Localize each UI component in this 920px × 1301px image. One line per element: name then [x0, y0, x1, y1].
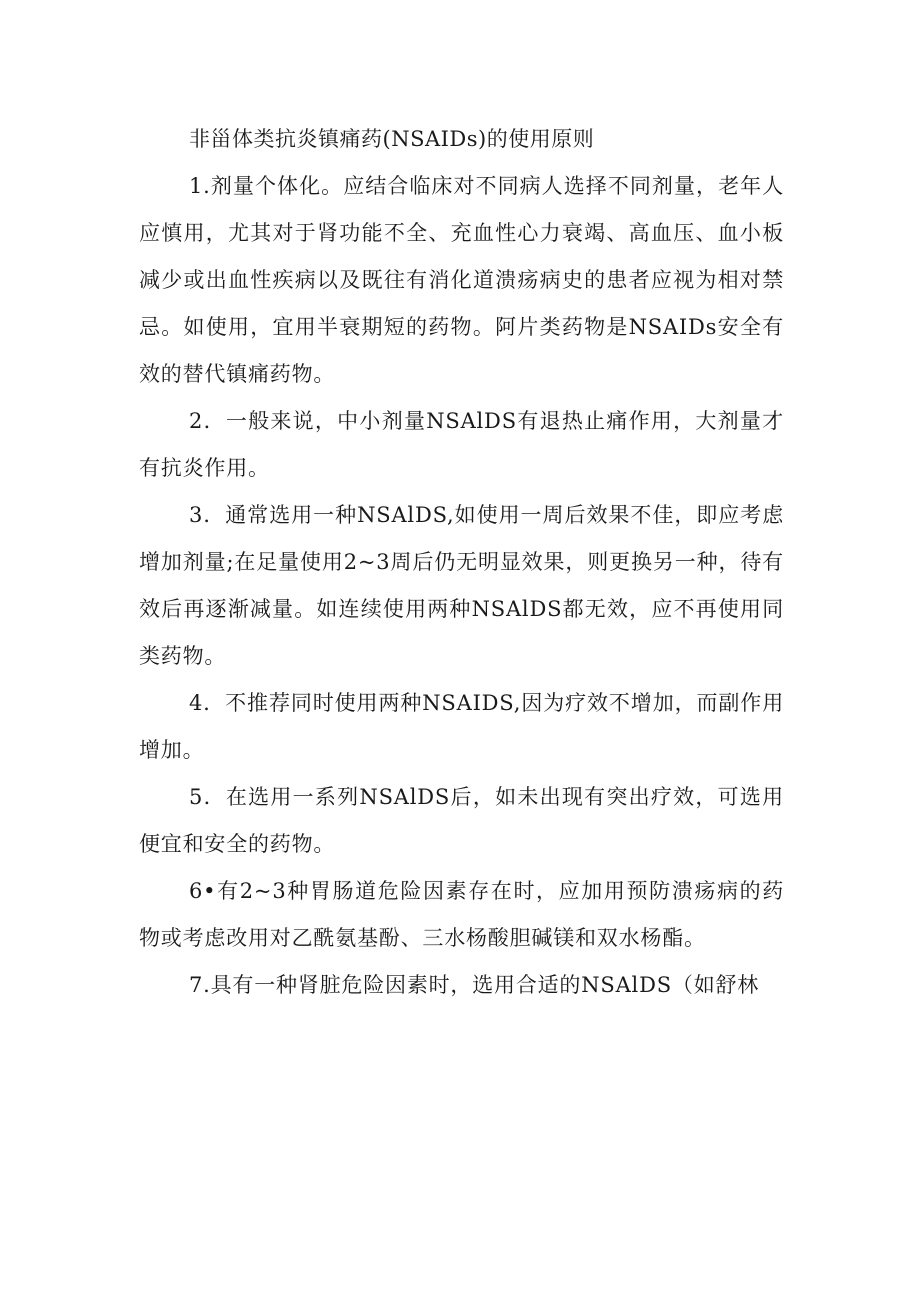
document-page [139, 116, 784, 1009]
paragraph-2: 2．一般来说，中小剂量NSAlDS有退热止痛作用，大剂量才有抗炎作用。 [139, 409, 784, 480]
paragraph-3: 3．通常选用一种NSAlDS,如使用一周后效果不佳，即应考虑增加剂量;在足量使用2~3周后仍无明显效果，则更换另一种，待有效后再逐渐减量。如连续使用两种NSAlDS都无效，应不再使用同类药物。 [139, 503, 784, 668]
paragraph-5: 5．在选用一系列NSAlDS后，如未出现有突出疗效，可选用便宜和安全的药物。 [139, 785, 784, 856]
paragraph-6: 6•有2~3种胃肠道危险因素存在时，应加用预防溃疡病的药物或考虑改用对乙酰氨基酚、三水杨酸胆碱镁和双水杨酯。 [139, 879, 784, 950]
document-title: 非甾体类抗炎镇痛药(NSAIDs)的使用原则 [189, 127, 595, 151]
paragraph-1: 1.剂量个体化。应结合临床对不同病人选择不同剂量，老年人应慎用，尤其对于肾功能不全、充血性心力衰竭、高血压、血小板减少或出血性疾病以及既往有消化道溃疡病史的患者应视为相对禁忌。如使用，宜用半衰期短的药物。阿片类药物是NSAIDs安全有效的替代镇痛药物。 [139, 174, 784, 386]
paragraph-7: 7.具有一种肾脏危险因素时，选用合适的NSAlDS（如舒林 [189, 973, 760, 997]
paragraph-4: 4．不推荐同时使用两种NSAIDS,因为疗效不增加，而副作用增加。 [139, 691, 784, 762]
